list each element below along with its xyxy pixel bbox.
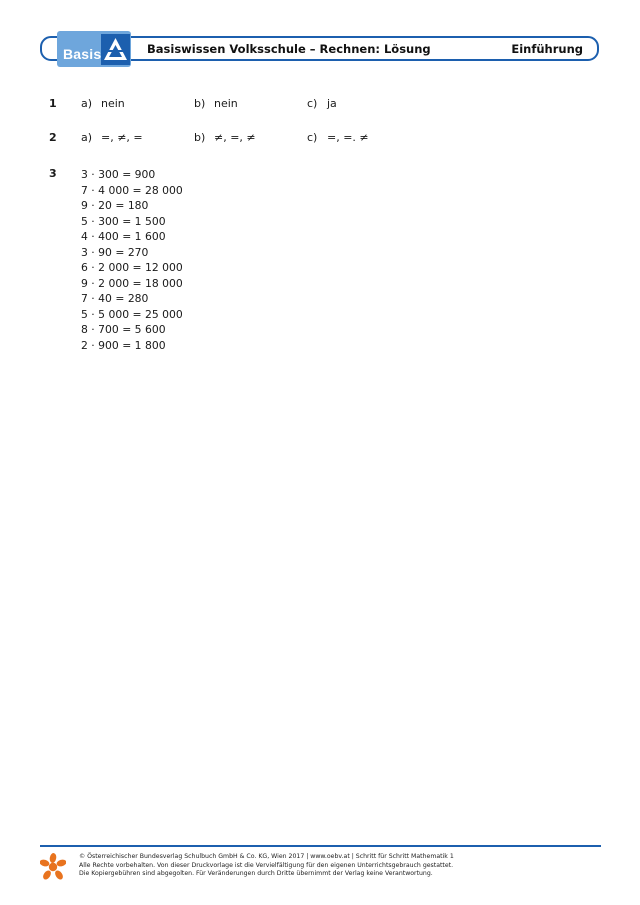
answer-label: b) — [194, 131, 206, 144]
footer-line: Die Kopiergebühren sind abgegolten. Für Veränderungen durch Dritte übernimmt der Verlag keine Verantwortung. — [79, 870, 433, 878]
calculation-line: 4 · 400 = 1 600 — [81, 230, 166, 243]
calculation-line: 7 · 4 000 = 28 000 — [81, 183, 183, 197]
footer-divider — [40, 845, 601, 847]
answer-label: a) — [81, 131, 93, 144]
answer-2c — [307, 131, 369, 144]
answer-value: =, =. ≠ — [327, 131, 369, 144]
footer-copyright — [79, 853, 454, 879]
calculation-line: 6 · 2 000 = 12 000 — [81, 261, 183, 274]
publisher-asterisk-logo — [40, 853, 66, 881]
answer-value: nein — [101, 97, 125, 110]
section-label: Einführung — [511, 42, 583, 56]
answer-1c — [307, 97, 337, 110]
triangle-ruler-icon — [101, 34, 130, 65]
answer-2b — [194, 131, 256, 144]
answer-label: b) — [194, 97, 206, 110]
exercise-number: 1 — [49, 97, 57, 110]
answer-value: =, ≠, = — [101, 131, 143, 144]
answer-value: nein — [214, 97, 238, 110]
calculation-line: 8 · 700 = 5 600 — [81, 323, 166, 336]
exercise-number: 3 — [49, 167, 57, 180]
answer-label: a) — [81, 97, 93, 110]
calculation-line: 3 · 90 = 270 — [81, 245, 149, 259]
page-title: Basiswissen Volksschule – Rechnen: Lösung — [147, 42, 431, 56]
calculation-line: 9 · 2 000 = 18 000 — [81, 276, 183, 290]
basis-badge — [57, 31, 131, 67]
calculation-line: 5 · 300 = 1 500 — [81, 214, 166, 228]
calculation-line: 5 · 5 000 = 25 000 — [81, 307, 183, 321]
calculation-list — [81, 167, 183, 353]
badge-label: Basis — [63, 46, 102, 62]
answer-label: c) — [307, 131, 318, 144]
calculation-line: 2 · 900 = 1 800 — [81, 338, 166, 352]
calculation-line: 3 · 300 = 900 — [81, 168, 156, 181]
calculation-line: 7 · 40 = 280 — [81, 292, 149, 305]
answer-label: c) — [307, 97, 318, 110]
answer-1b — [194, 97, 238, 110]
footer-line: Alle Rechte vorbehalten. Von dieser Druckvorlage ist die Vervielfältigung für den eigenen Unterrichtsgebrauch gestattet. — [79, 861, 454, 869]
footer-line: © Österreichischer Bundesverlag Schulbuch GmbH & Co. KG, Wien 2017 | www.oebv.at | Schritt für Schritt Mathematik 1 — [79, 853, 454, 860]
answer-2a — [81, 131, 143, 144]
exercise-number: 2 — [49, 131, 57, 144]
answer-value: ja — [327, 97, 337, 110]
answer-1a — [81, 97, 125, 110]
answer-value: ≠, =, ≠ — [214, 131, 256, 144]
calculation-line: 9 · 20 = 180 — [81, 199, 149, 212]
